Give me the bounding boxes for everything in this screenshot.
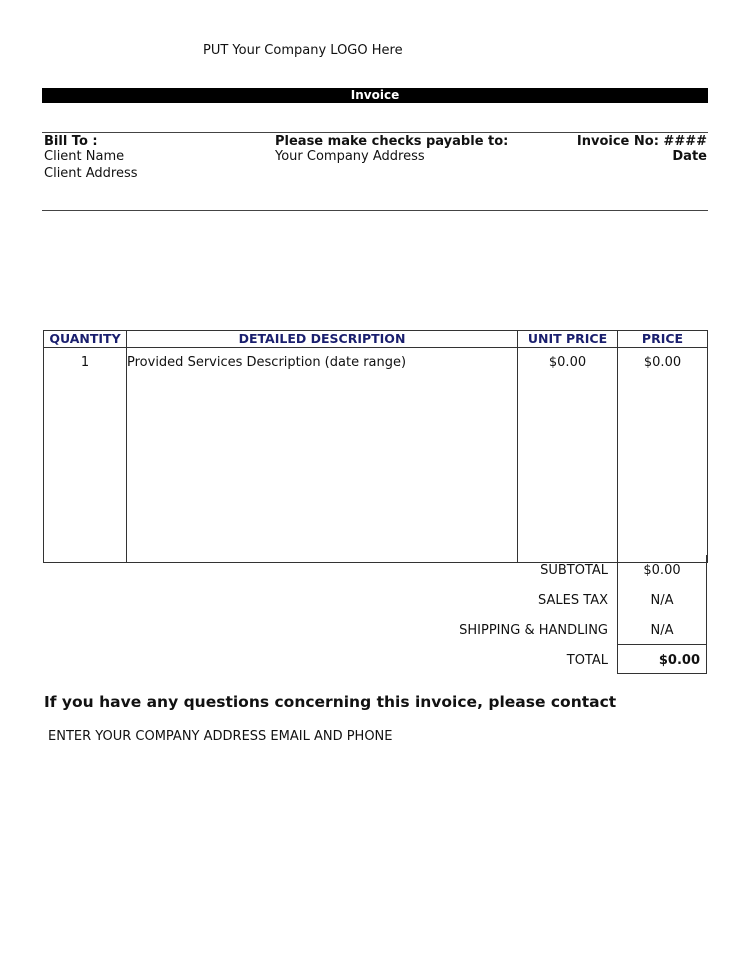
contact-details: ENTER YOUR COMPANY ADDRESS EMAIL AND PHONE [48,729,393,744]
shipping-label: SHIPPING & HANDLING [459,623,608,638]
items-table [43,330,708,563]
company-address: Your Company Address [275,149,425,164]
contact-question: If you have any questions concerning this invoice, please contact [44,693,617,711]
subtotal-label: SUBTOTAL [540,563,608,578]
row-description: Provided Services Description (date range) [127,348,518,563]
logo-placeholder: PUT Your Company LOGO Here [203,43,403,58]
table-row [44,348,708,563]
invoice-title: Invoice [350,88,400,102]
sales-tax-label: SALES TAX [538,593,608,608]
payable-label: Please make checks payable to: [275,134,509,149]
row-quantity: 1 [44,348,127,563]
billing-bottom-rule [42,210,708,211]
total-value: $0.00 [658,653,700,668]
row-price: $0.00 [618,348,708,563]
subtotal-value: $0.00 [643,563,681,578]
total-bottom-rule [617,673,707,674]
col-unit-price: UNIT PRICE [518,331,618,348]
billing-top-rule [42,132,708,133]
client-name: Client Name [44,149,125,164]
invoice-title-bar [42,88,708,103]
invoice-number: Invoice No: #### [576,134,707,149]
client-address: Client Address [44,166,138,181]
col-quantity: QUANTITY [44,331,127,348]
row-unit-price: $0.00 [518,348,618,563]
col-price: PRICE [618,331,708,348]
invoice-date: Date [672,149,707,164]
shipping-value: N/A [650,623,674,638]
total-label: TOTAL [566,653,608,668]
items-header-row [44,331,708,348]
sales-tax-value: N/A [650,593,674,608]
bill-to-label: Bill To : [44,134,98,149]
total-top-rule [617,644,707,645]
col-description: DETAILED DESCRIPTION [127,331,518,348]
